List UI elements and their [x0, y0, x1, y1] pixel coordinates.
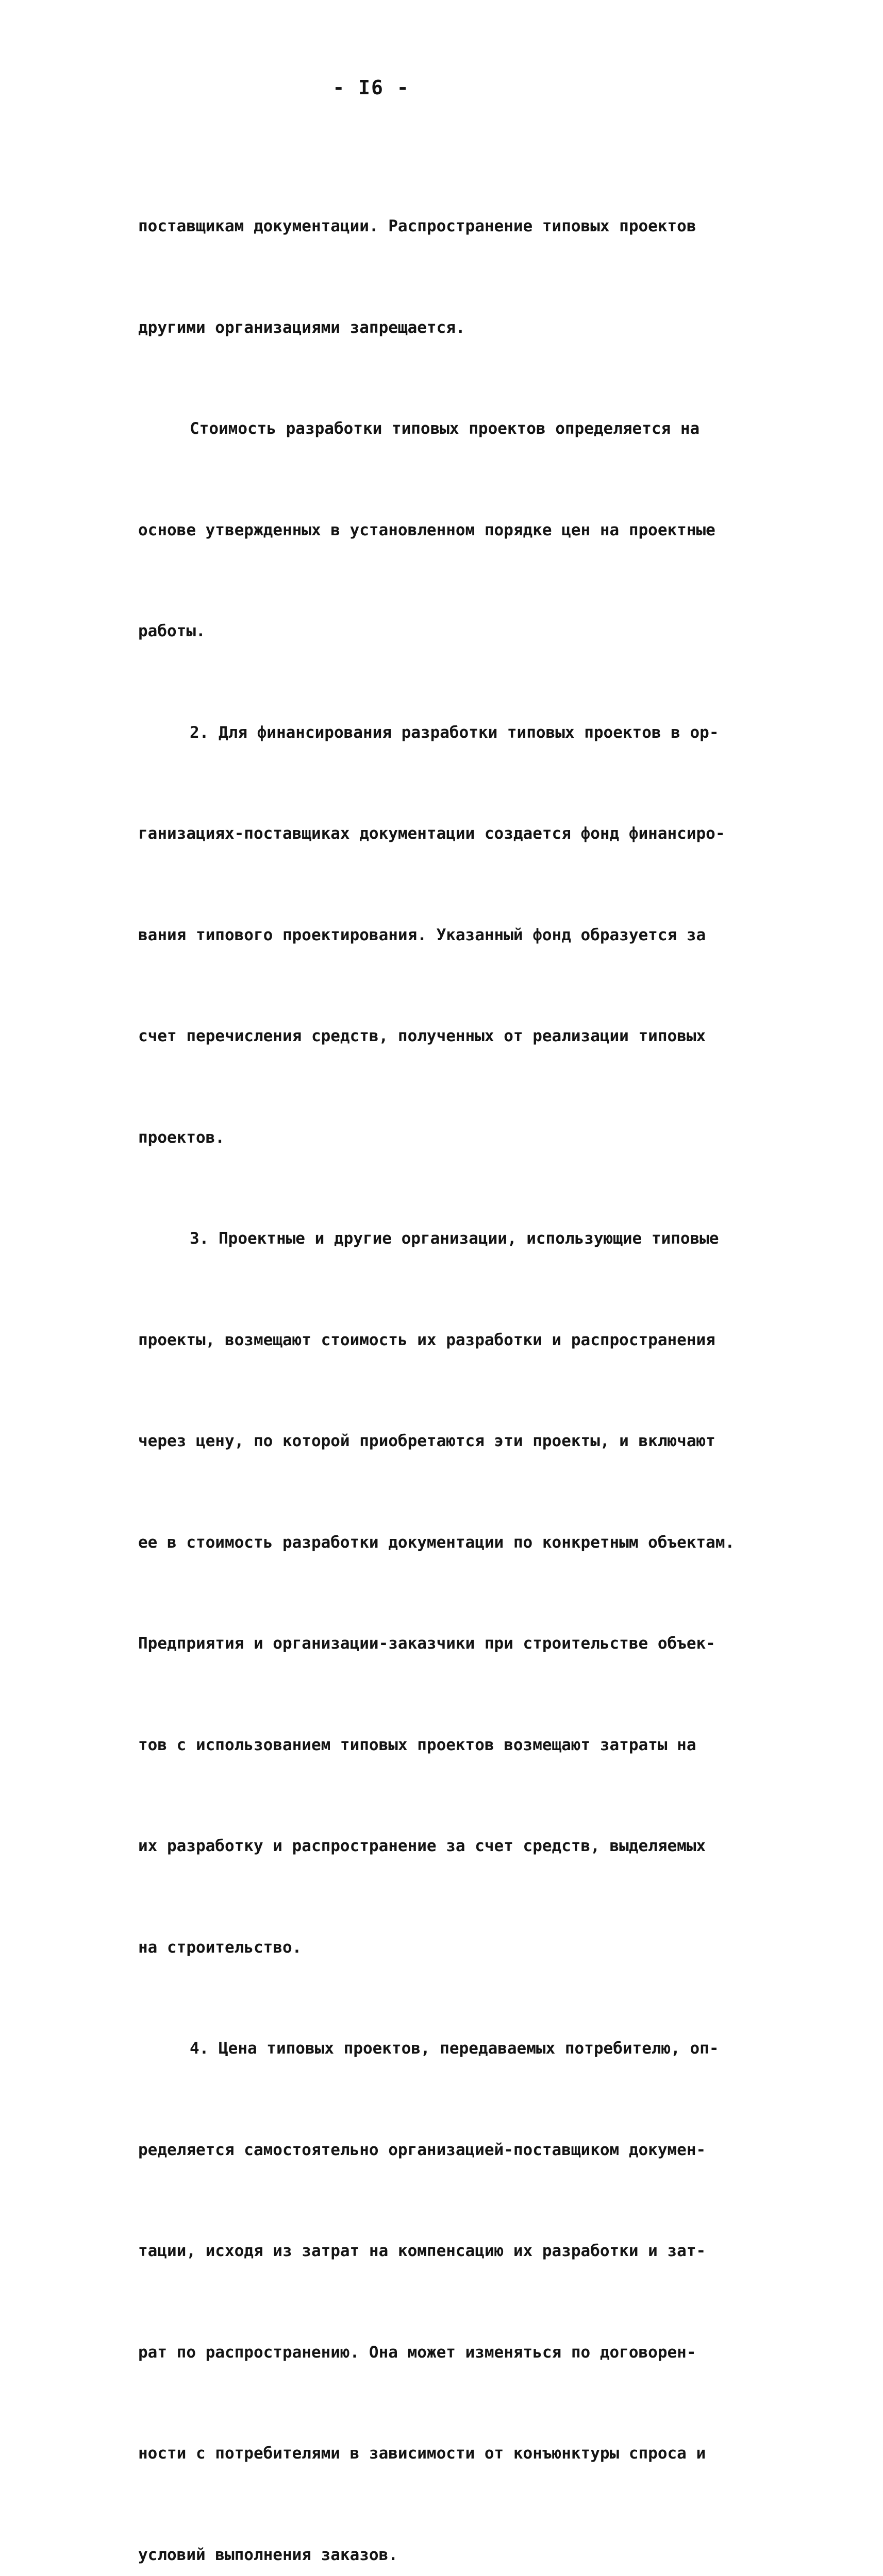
text-line: ганизациях-поставщиках документации создается фонд финансиро- — [138, 824, 725, 843]
text-line: вания типового проектирования. Указанный фонд образуется за — [138, 925, 706, 944]
text-line: счет перечисления средств, полученных от реализации типовых — [138, 1027, 706, 1045]
text-line: Предприятия и организации-заказчики при строительстве объек- — [138, 1634, 715, 1653]
paragraph-start: Стоимость разработки типовых проектов определяется на — [190, 419, 700, 438]
text-line: рат по распространению. Она может изменяться по договорен- — [138, 2343, 696, 2362]
page-number: - I6 - — [332, 76, 410, 99]
text-line: ности с потребителями в зависимости от конъюнктуры спроса и — [138, 2444, 706, 2463]
text-line: ее в стоимость разработки документации по конкретным объектам. — [138, 1533, 735, 1552]
text-line: через цену, по которой приобретаются эти проекты, и включают — [138, 1432, 715, 1450]
text-line: поставщикам документации. Распространение типовых проектов — [138, 217, 696, 235]
text-line: основе утвержденных в установленном порядке цен на проектные — [138, 520, 715, 539]
text-line: работы. — [138, 622, 206, 640]
text-line: другими организациями запрещается. — [138, 318, 465, 337]
text-line: условий выполнения заказов. — [138, 2545, 398, 2564]
text-line: ределяется самостоятельно организацией-поставщиком докумен- — [138, 2140, 706, 2159]
paragraph-start: 3. Проектные и другие организации, использующие типовые — [190, 1229, 719, 1248]
paragraph-start: 2. Для финансирования разработки типовых проектов в ор- — [190, 723, 719, 742]
body-text — [138, 142, 777, 2576]
text-line: тов с использованием типовых проектов возмещают затраты на — [138, 1735, 696, 1754]
text-line: проекты, возмещают стоимость их разработки и распространения — [138, 1330, 715, 1349]
text-line: тации, исходя из затрат на компенсацию их разработки и зат- — [138, 2242, 706, 2260]
text-line: их разработку и распространение за счет средств, выделяемых — [138, 1837, 706, 1855]
paragraph-start: 4. Цена типовых проектов, передаваемых потребителю, оп- — [190, 2039, 719, 2058]
text-line: на строительство. — [138, 1938, 302, 1957]
text-line: проектов. — [138, 1128, 225, 1147]
